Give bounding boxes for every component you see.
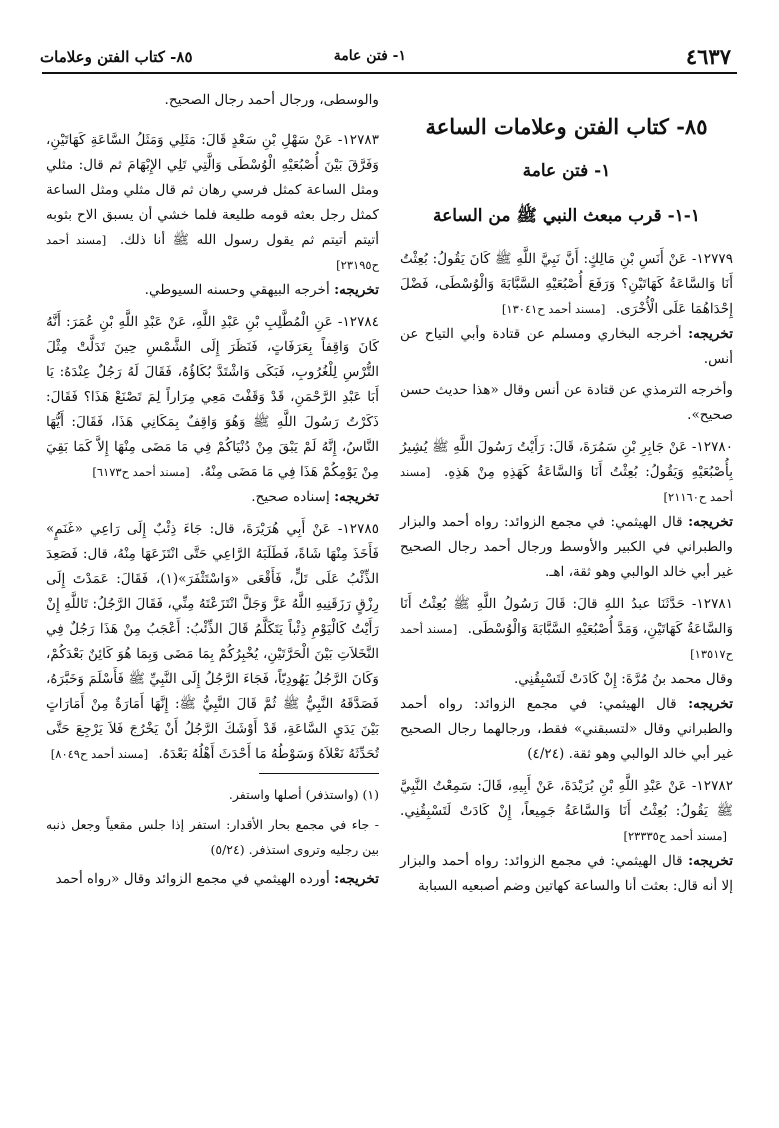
takhrij: تخريجه: قال الهيثمي: في مجمع الزوائد: رواه أحمد والبزار والطبراني في الكبير والأوسط ورجال أحمد رجال الصحيح غير أبي خالد الوالبي وهو ثقة، اهـ. bbox=[400, 514, 733, 580]
hadith-12782 bbox=[400, 774, 733, 899]
hadith-12780 bbox=[400, 435, 733, 585]
takhrij: تخريجه: أورده الهيثمي في مجمع الزوائد وقال «رواه أحمد bbox=[55, 871, 379, 887]
footnote-detail: - جاء في مجمع بحار الأقدار: استفر إذا جلس مقعياً وجعل ذنبه بين رجليه وتروى استذفر. (٥/٢٤) bbox=[46, 817, 379, 857]
hadith-12783 bbox=[46, 128, 379, 303]
hadith-text: ١٢٧٧٩- عَنْ أَنَسِ بْنِ مَالِكٍ: أَنَّ نَبِيَّ اللَّهِ ﷺ كَانَ يَقُولُ: بُعِثْتُ أَنَا وَالسَّاعَةُ كَهَاتَيْنِ؟ وَرَفَعَ أُصْبُعَيْهِ السَّبَّابَةَ وَالْوُسْطَى، فَضْلَ إِحْدَاهُمَا عَلَى الْأُخْرَى. [مسند أحمد ح١٣٠٤١] bbox=[400, 251, 733, 317]
hadith-extra: وقال محمد بنُ مُرَّةَ: إِنْ كَادَتْ لَتَسْبِقُنِي. bbox=[513, 671, 733, 687]
hadith-source: [مسند أحمد ح١٣٥١٧] bbox=[400, 622, 733, 661]
hadith-text: ١٢٧٨٣- عَنْ سَهْلِ بْنِ سَعْدٍ قَالَ: مَثَلِي وَمَثَلُ السَّاعَةِ كَهَاتَيْنِ، وَفَرَّقَ بَيْنَ أُصْبُعَيْهِ الْوُسْطَى وَالَّتِي تَلِي الإِبْهَامَ ثم قال: مثلي ومثل الساعة كمثل فرسي رهان ثم قال مثلي ومثل الساعة كمثل رجل بعثه قومه طليعة فلما خشي أن يسبق الاح بثوبه أتيتم أتيتم ثم يقول رسول الله ﷺ أنا ذلك. [مسند أحمد ح٢٣١٩٥] bbox=[46, 132, 379, 272]
takhrij-label: تخريجه: bbox=[334, 282, 379, 298]
hadith-source: [مسند أحمد ح٢٣١٩٥] bbox=[46, 233, 379, 272]
hadith-text: ١٢٧٨١- حَدَّثَنَا عبدُ اللهِ قالَ: قَالَ رَسُولُ اللَّهِ ﷺ بُعِثْتُ أَنَا وَالسَّاعَةُ كَهَاتَيْنِ، وَمَدَّ أُصْبُعَيْهِ السَّبَّابَةَ وَالْوُسْطَى. [مسند أحمد ح١٣٥١٧] bbox=[400, 596, 734, 661]
hadith-12779 bbox=[400, 247, 733, 428]
takhrij-label: تخريجه: bbox=[334, 871, 379, 887]
takhrij: تخريجه: إسناده صحيح. bbox=[251, 489, 379, 505]
takhrij-label: تخريجه: bbox=[334, 489, 379, 505]
book-title: ٨٥- كتاب الفتن وعلامات الساعة bbox=[425, 114, 708, 139]
hadith-text: ١٢٧٨٤- عَنِ الْمُطَّلِبِ بْنِ عَبْدِ اللَّهِ، عَنْ عَبْدِ اللَّهِ بْنِ عُمَرَ: أَنَّهُ كَانَ وَاقِفاً بِعَرَفَاتٍ، فَنَظَرَ إِلَى الشَّمْسِ حِينَ تَدَلَّتْ مِثْلَ التُّرْسِ لِلْغُرُوبِ، فَبَكَى وَاشْتَدَّ بُكَاؤُهُ، فَقَالَ لَهُ رَجُلٌ عِنْدَهُ: يَا أَبَا عَبْدِ الرَّحْمَنِ، قَدْ وَقَفْتَ مَعِي مِرَاراً لِمَ تَصْنَعْ هَذَا؟ فَقَالَ: ذَكَرْتُ رَسُولَ اللَّهِ ﷺ وَهُوَ وَاقِفٌ بِمَكَانِي هَذَا، فَقَالَ: أَيُّهَا النَّاسُ، إِنَّهُ لَمْ يَبْقَ مِنْ دُنْيَاكُمْ فِي مَا مَضَى مِنْهَا إِلاَّ كَمَا بَقِيَ مِنْ يَوْمِكُمْ هَذَا فِي مَا مَضَى مِنْهُ. [مسند أحمد ح٦١٧٣] bbox=[46, 314, 379, 480]
section-title: ١- فتن عامة bbox=[522, 161, 611, 181]
hadith-text: ١٢٧٨٠- عَنْ جَابِرِ بْنِ سَمُرَةَ، قَالَ: رَأَيْتُ رَسُولَ اللَّهِ ﷺ يُشِيرُ بِأُصْبُعَيْهِ وَيَقُولُ: بُعِثْتُ أَنَا وَالسَّاعَةُ كَهَذِهِ مِنْ هَذِهِ. [مسند أحمد ح٢١١٦٠] bbox=[400, 439, 733, 504]
takhrij: تخريجه: قال الهيثمي: في مجمع الزوائد: رواه أحمد والطبراني وقال «لتسبقني» فقط، ورجالهما رجال الصحيح غير أبي خالد الوالبي وهو ثقة. (٤/٢٤) bbox=[400, 696, 733, 762]
hadith-12781 bbox=[400, 592, 733, 767]
chapter-title: ١-١- قرب مبعث النبي ﷺ من الساعة bbox=[433, 206, 700, 226]
takhrij-label: تخريجه: bbox=[688, 696, 733, 712]
header-section-title: ١- فتن عامة bbox=[333, 48, 406, 64]
takhrij-extra: وأخرجه الترمذي عن قتادة عن أنس وقال «هذا حديث حسن صحيح». bbox=[400, 382, 733, 423]
left-column bbox=[46, 88, 379, 1048]
header-book-title: ٨٥- كتاب الفتن وعلامات bbox=[40, 48, 193, 66]
hadith-source: [مسند أحمد ح٦١٧٣] bbox=[92, 465, 190, 479]
takhrij: تخريجه: أخرجه البيهقي وحسنه السيوطي. bbox=[144, 282, 379, 298]
footnote: (١) (واستذفر) أصلها واستفر. bbox=[228, 787, 379, 802]
footnote-rule bbox=[259, 773, 379, 774]
header-rule bbox=[42, 72, 737, 74]
hadith-source: [مسند أحمد ح٢١١٦٠] bbox=[400, 465, 733, 504]
page-number: ٤٦٣٧ bbox=[685, 44, 731, 69]
takhrij: تخريجه: أخرجه البخاري ومسلم عن قتادة وأبي التياح عن أنس. bbox=[400, 326, 733, 367]
hadith-12784 bbox=[46, 310, 379, 510]
right-column bbox=[400, 88, 733, 1048]
hadith-12785 bbox=[46, 517, 379, 767]
takhrij: تخريجه: قال الهيثمي: في مجمع الزوائد: رواه أحمد والبزار إلا أنه قال: بعثت أنا والساعة كهاتين وضم أصبعيه السبابة bbox=[400, 853, 733, 894]
hadith-source: [مسند أحمد ح٢٣٣٣٥] bbox=[623, 829, 727, 843]
takhrij-label: تخريجه: bbox=[688, 853, 733, 869]
takhrij-label: تخريجه: bbox=[688, 514, 733, 530]
running-header bbox=[40, 44, 731, 72]
hadith-source: [مسند أحمد ح٨٠٤٩] bbox=[50, 747, 149, 761]
continued-text: والوسطى، ورجال أحمد رجال الصحيح. bbox=[164, 92, 379, 108]
takhrij-label: تخريجه: bbox=[688, 326, 733, 342]
hadith-source: [مسند أحمد ح١٣٠٤١] bbox=[501, 302, 606, 316]
hadith-text: ١٢٧٨٥- عَنْ أَبِي هُرَيْرَةَ، قال: جَاءَ ذِئْبٌ إِلَى رَاعِي «غَنَمٍ» فَأَخَذَ مِنْهَا شَاةً، فَطَلَبَهُ الرَّاعِي حَتَّى انْتَزَعَهَا مِنْهُ، قال: فَصَعِدَ الذِّئْبُ عَلَى تَلٍّ، فَأَقْعَى «وَاسْتَثْفَرَ»(١)، فَقَالَ: عَمَدْتَ إِلَى رِزْقٍ رَزَقَنِيهِ اللَّهُ عَزَّ وَجَلَّ انْتَزَعْتَهُ مِنِّي، فَقَالَ الرَّجُلُ: تَاللَّهِ إِنْ رَأَيْتُ كَالْيَوْمِ ذِئْباً يَتَكَلَّمُ قَالَ الذِّئْبُ: أَعْجَبُ مِنْ هَذَا رَجُلٌ فِي النَّخَلاَتِ بَيْنَ الْحَرَّتَيْنِ، يُخْبِرُكُمْ بِمَا مَضَى وَبِمَا هُوَ كَائِنٌ بَعْدَكُمْ، وَكَانَ الرَّجُلُ يَهُودِيّاً، فَجَاءَ الرَّجُلُ إِلَى النَّبِيِّ ﷺ فَأَسْلَمَ وَخَبَّرَهُ، فَصَدَّقَهُ النَّبِيُّ ﷺ ثُمَّ قَالَ النَّبِيُّ ﷺ: إِنَّهَا أَمَارَةٌ مِنْ أَمَارَاتٍ بَيْنَ يَدَيِ السَّاعَةِ، قَدْ أَوْشَكَ الرَّجُلُ أَنْ يَخْرُجَ فَلاَ يَرْجِعَ حَتَّى تُحَدِّثَهُ نَعْلاَهُ وَسَوْطُهُ مَا أَحْدَثَ أَهْلُهُ بَعْدَهُ. [مسند أحمد ح٨٠٤٩] bbox=[46, 521, 379, 762]
hadith-text: ١٢٧٨٢- عَنْ عَبْدِ اللَّهِ بْنِ بُرَيْدَةَ، عَنْ أَبِيهِ، قَالَ: سَمِعْتُ النَّبِيَّ ﷺ يَقُولُ: بُعِثْتُ أَنَا وَالسَّاعَةُ جَمِيعاً، إِنْ كَادَتْ لَتَسْبِقُنِي. [مسند أحمد ح٢٣٣٣٥] bbox=[400, 778, 733, 843]
